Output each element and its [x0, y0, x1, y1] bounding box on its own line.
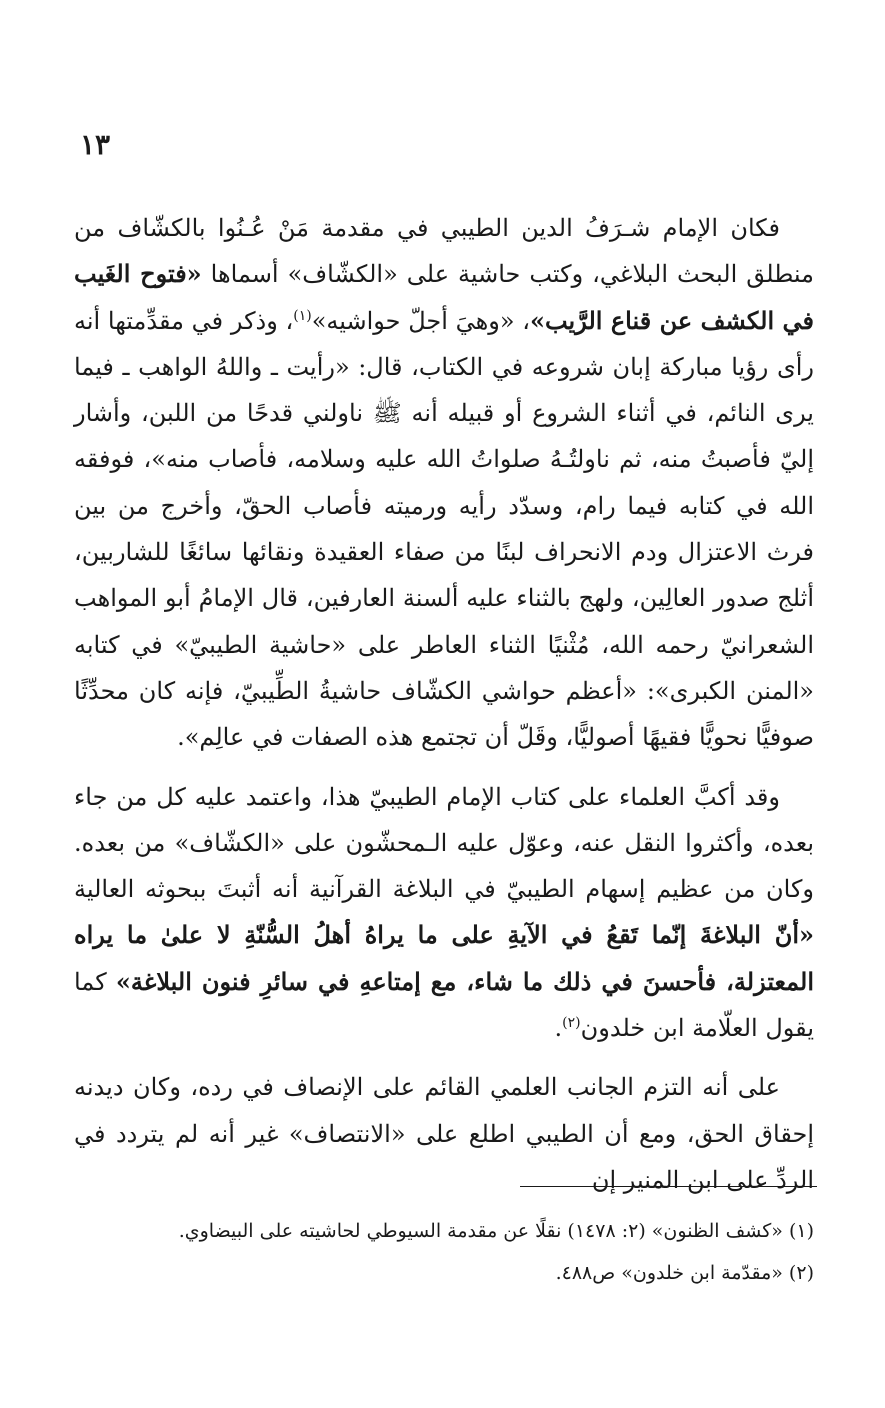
text-segment: على أنه التزم الجانب العلمي القائم على الإنصاف في رده، وكان ديدنه إحقاق الحق، ومع أن الطيبي اطلع على «الانتصاف» غير أنه لم يتردد في الردِّ على ابن المنير إن	[74, 1073, 814, 1194]
text-segment: فكان الإمام شـرَفُ الدين الطيبي في مقدمة مَنْ عُـنُوا بالكشّاف من منطلق البحث البلاغي، وكتب حاشية على «الكشّاف» أسماها	[74, 214, 815, 289]
text-segment: كما يقول العلّامة ابن خلدون	[74, 967, 814, 1043]
bold-quote: «فتوح الغَيب في الكشف عن قناع الرَّيب»	[74, 259, 815, 335]
bold-quote: «أنّ البلاغةَ إنّما تَقعُ في الآيةِ على ما يراهُ أهلُ السُّنّةِ لا علىٰ ما يراه المعتزلة، فأحسنَ في ذلك ما شاء، مع إمتاعهِ في سائرِ فنون البلاغة»	[74, 920, 814, 996]
paragraph	[74, 1064, 814, 1203]
text-segment: ، وذكر في مقدِّمتها أنه رأى رؤيا مباركة إبان شروعه في الكتاب، قال: «رأيت ـ واللهُ الواهب ـ فيما يرى النائم، في أثناء الشروع أو قبيله أنه ﷺ ناولني قدحًا من اللبن، وأشار إليّ فأصبتُ منه، ثم ناولتُـهُ صلواتُ الله عليه وسلامه، فأصاب منه»، فوفقه الله في كتابه فيما رام، وسدّد رأيه ورميته فأصاب الحقّ، وأخرج من بين فرث الاعتزال ودم الانحراف لبنًا من صفاء العقيدة ونقائها سائغًا للشاربين، أثلج صدور العالِين، ولهج بالثناء عليه ألسنة العارفين، قال الإمامُ أبو المواهب الشعرانيّ رحمه الله، مُثْنيًا الثناء العاطر على «حاشية الطيبيّ» في كتابه «المنن الكبرى»: «أعظم حواشي الكشّاف حاشيةُ الطِّيبيّ، فإنه كان محدِّثًا صوفيًّا نحويًّا فقيهًا أصوليًّا، وقَلّ أن تجتمع هذه الصفات في عالِم».	[74, 306, 814, 752]
text-segment: .	[554, 1014, 563, 1043]
footnotes	[74, 1210, 814, 1294]
main-text	[74, 205, 814, 1203]
paragraph	[74, 205, 814, 761]
footnote-separator	[520, 1186, 817, 1187]
footnote-reference: (١)	[293, 307, 312, 324]
text-segment: وقد أكبَّ العلماء على كتاب الإمام الطيبيّ هذا، واعتمد عليه كل من جاء بعده، وأكثروا النقل عنه، وعوّل عليه الـمحشّون على «الكشّاف» من بعده. وكان من عظيم إسهام الطيبيّ في البلاغة القرآنية أنه أثبتَ ببحوثه العالية	[74, 782, 814, 904]
paragraph	[74, 774, 814, 1052]
text-segment: ، «وهيَ أجلّ حواشيه»	[311, 306, 530, 335]
footnote-reference: (٢)	[562, 1015, 581, 1032]
footnote-1: (١) «كشف الظنون» (٢: ١٤٧٨) نقلًا عن مقدمة السيوطي لحاشيته على البيضاوي.	[178, 1220, 814, 1242]
footnote-2: (٢) «مقدّمة ابن خلدون» ص٤٨٨.	[555, 1262, 814, 1284]
page-number: ١٣	[80, 128, 111, 161]
